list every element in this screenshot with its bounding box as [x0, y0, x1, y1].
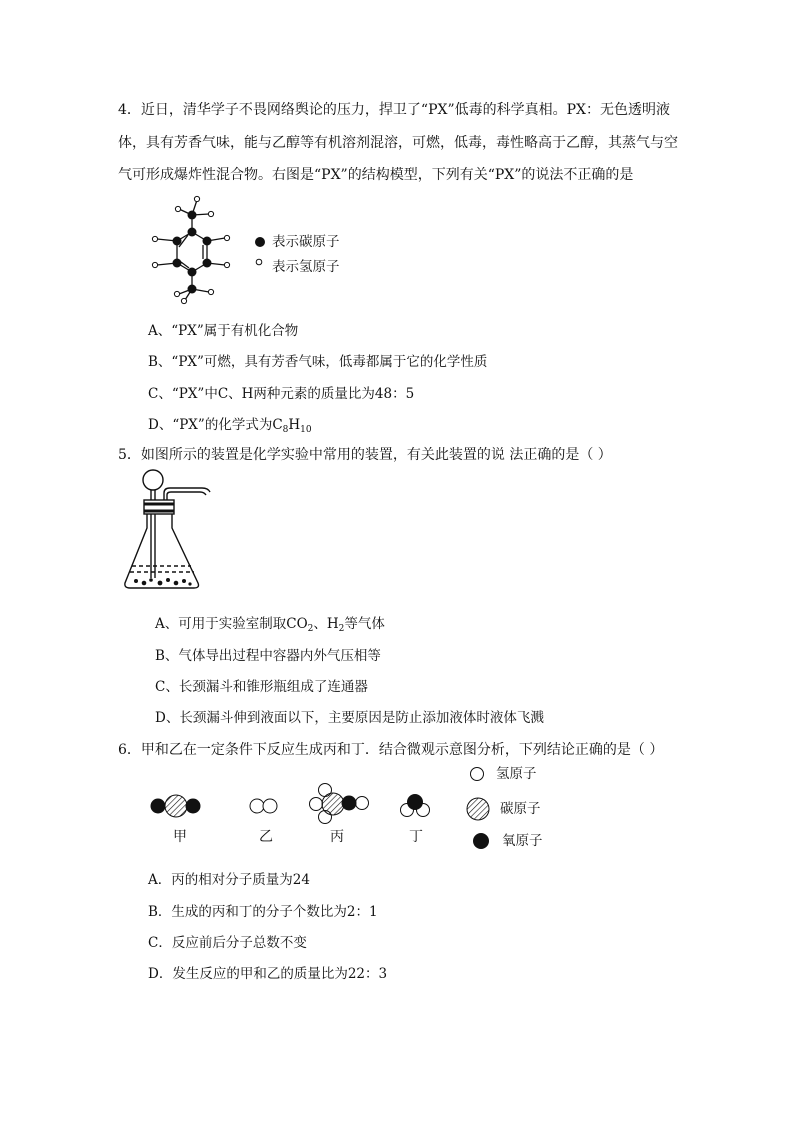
molecule-ding	[397, 790, 437, 826]
q6-option-d: D．发生反应的甲和乙的质量比为22：3	[148, 966, 388, 982]
label-yi: 乙	[259, 829, 273, 845]
q5-stem: 5．如图所示的装置是化学实验中常用的装置，有关此装置的说 法正确的是（ ）	[118, 447, 612, 463]
q6-option-b: B．生成的丙和丁的分子个数比为2：1	[148, 904, 378, 920]
q4-option-d-text: D、“PX”的化学式为C	[148, 417, 283, 433]
hydrogen-legend-icon	[255, 258, 265, 268]
q4-legend-carbon: 表示碳原子	[272, 234, 340, 250]
q5-option-c: C、长颈漏斗和锥形瓶组成了连通器	[155, 679, 368, 695]
label-jia: 甲	[173, 829, 187, 845]
q5-option-a-sub1: 2	[307, 624, 314, 634]
q4-option-d-sub2: 10	[300, 425, 312, 435]
q4-option-a: A、“PX”属于有机化合物	[148, 323, 299, 339]
label-bing: 丙	[330, 829, 344, 845]
q5-option-a-pre: A、可用于实验室制取CO	[155, 616, 308, 632]
q6-legend-hydrogen: 氢原子	[496, 766, 537, 782]
carbon-legend-icon	[254, 236, 266, 248]
label-ding: 丁	[409, 829, 423, 845]
q5-option-a-post: 等气体	[344, 616, 385, 632]
carbon-atom-legend-icon	[464, 795, 492, 823]
q6-legend-oxygen: 氧原子	[502, 833, 543, 849]
q4-stem-line2: 体，具有芳香气味，能与乙醇等有机溶剂混溶，可燃，低毒，毒性略高于乙醇，其蒸气与空	[118, 135, 678, 151]
q4-option-d-h: H	[288, 417, 301, 433]
q4-option-c: C、“PX”中C、H两种元素的质量比为48：5	[148, 386, 415, 402]
q4-stem-line1: 4．近日，清华学子不畏网络舆论的压力，捍卫了“PX”低毒的科学真相。PX：无色透明液	[118, 102, 670, 118]
q5-option-a	[155, 614, 385, 634]
q4-option-d	[148, 415, 312, 435]
px-structure-diagram	[145, 195, 245, 305]
q5-option-a-mid: 、H	[313, 616, 339, 632]
hydrogen-atom-legend-icon	[468, 765, 486, 783]
q4-stem-line3: 气可形成爆炸性混合物。右图是“PX”的结构模型，下列有关“PX”的说法不正确的是	[118, 167, 634, 183]
q5-option-a-sub2: 2	[338, 624, 345, 634]
q6-legend-carbon: 碳原子	[500, 801, 541, 817]
q5-option-d: D、长颈漏斗伸到液面以下，主要原因是防止添加液体时液体飞溅	[155, 710, 544, 726]
oxygen-atom-legend-icon	[471, 831, 491, 851]
q6-stem: 6．甲和乙在一定条件下反应生成丙和丁．结合微观示意图分析，下列结论正确的是（ ）	[118, 742, 664, 758]
q4-option-d-sub1: 8	[282, 425, 289, 435]
molecule-bing	[306, 780, 374, 826]
q5-option-b: B、气体导出过程中容器内外气压相等	[155, 648, 381, 664]
molecule-yi	[248, 795, 288, 819]
q6-option-c: C．反应前后分子总数不变	[148, 935, 307, 951]
q4-option-b: B、“PX”可燃，具有芳香气味，低毒都属于它的化学性质	[148, 354, 488, 370]
q4-legend-hydrogen: 表示氢原子	[272, 259, 340, 275]
q6-option-a: A．丙的相对分子质量为24	[148, 872, 310, 888]
conical-flask-apparatus	[120, 468, 220, 593]
molecule-jia	[148, 791, 208, 821]
